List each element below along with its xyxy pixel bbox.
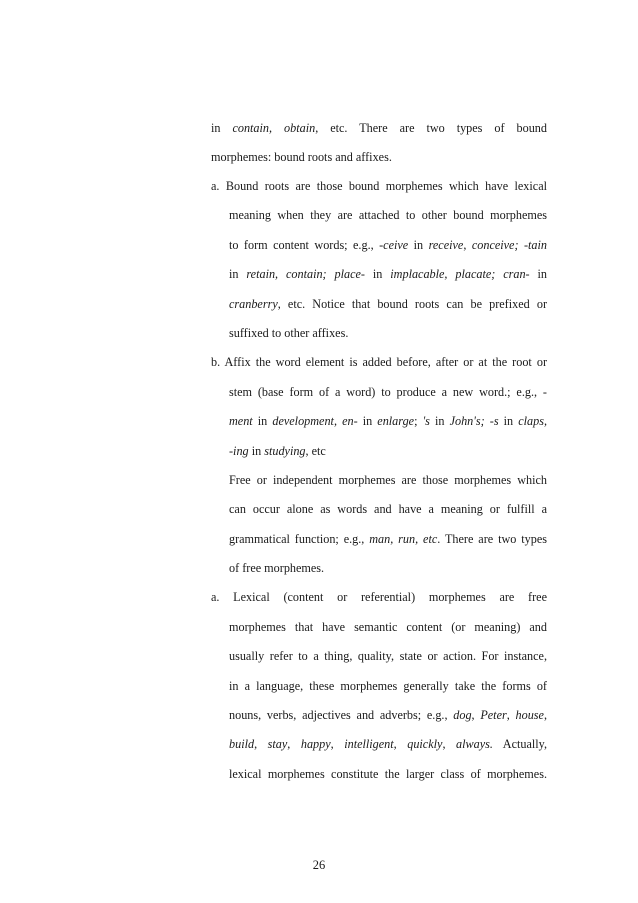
text-run: Actually, bbox=[492, 737, 547, 751]
italic-term: quickly bbox=[407, 737, 443, 751]
text-run: can occur alone as words and have a meaning or fulfill a bbox=[229, 502, 547, 516]
text-line bbox=[229, 531, 547, 547]
text-line bbox=[229, 266, 547, 282]
italic-term: conceive; -tain bbox=[471, 238, 547, 252]
text-run: , etc. There are two types of bound bbox=[315, 121, 547, 135]
page-number: 26 bbox=[312, 858, 326, 872]
text-run: to form content words; e.g., bbox=[229, 238, 380, 252]
text-line bbox=[211, 178, 547, 194]
text-run: in bbox=[529, 267, 548, 281]
italic-term: ment bbox=[229, 414, 253, 428]
text-run: b. Affix the word element is added before, after or at the root or bbox=[211, 355, 547, 369]
italic-term: receive bbox=[428, 238, 464, 252]
text-run: a. Lexical (content or referential) morphemes are free bbox=[211, 590, 547, 604]
text-line bbox=[229, 560, 324, 576]
text-line bbox=[229, 237, 547, 253]
text-run: meaning when they are attached to other bound morphemes bbox=[229, 208, 547, 222]
italic-term: dog bbox=[453, 708, 472, 722]
text-line bbox=[229, 766, 547, 782]
text-run: , bbox=[393, 737, 408, 751]
text-line bbox=[229, 443, 326, 459]
text-run: of free morphemes. bbox=[229, 561, 325, 575]
text-run: in bbox=[408, 238, 429, 252]
text-run: in a language, these morphemes generally take the forms of bbox=[229, 679, 547, 693]
italic-term: implacable, placate; cran- bbox=[390, 267, 530, 281]
text-run: , bbox=[506, 708, 516, 722]
italic-term: intelligent bbox=[344, 737, 394, 751]
text-line bbox=[229, 707, 547, 723]
text-line bbox=[229, 736, 547, 752]
text-run: in bbox=[364, 267, 391, 281]
text-run: nouns, verbs, adjectives and adverbs; e.g., bbox=[229, 708, 454, 722]
text-run: in bbox=[498, 414, 519, 428]
text-run: , etc bbox=[305, 444, 326, 458]
text-line bbox=[229, 648, 547, 664]
text-run: lexical morphemes constitute the larger class of morphemes. bbox=[229, 767, 547, 781]
italic-term: cranberry bbox=[229, 297, 278, 311]
text-line bbox=[211, 120, 547, 136]
text-run: , etc. Notice that bound roots can be prefixed or bbox=[277, 297, 547, 311]
text-line bbox=[229, 296, 547, 312]
text-run: , bbox=[330, 737, 345, 751]
text-line bbox=[229, 472, 547, 488]
text-run: , bbox=[543, 708, 547, 722]
italic-term: Peter bbox=[480, 708, 507, 722]
italic-term: -ing bbox=[229, 444, 249, 458]
text-run: a. Bound roots are those bound morphemes which have lexical bbox=[211, 179, 547, 193]
text-run: in bbox=[211, 121, 233, 135]
text-run: ; bbox=[414, 414, 423, 428]
italic-term: studying bbox=[264, 444, 306, 458]
text-run: , bbox=[463, 238, 472, 252]
text-run: stem (base form of a word) to produce a new word.; e.g., - bbox=[229, 385, 547, 399]
text-run: , bbox=[471, 708, 481, 722]
text-line bbox=[229, 413, 547, 429]
text-run: grammatical function; e.g., bbox=[229, 532, 370, 546]
text-line bbox=[229, 325, 348, 341]
text-line bbox=[211, 354, 547, 370]
text-run: in bbox=[252, 414, 273, 428]
text-line bbox=[211, 149, 392, 165]
italic-term: development, en- bbox=[272, 414, 358, 428]
italic-term: enlarge bbox=[377, 414, 415, 428]
italic-term: retain, contain; place- bbox=[246, 267, 365, 281]
text-run: morphemes that have semantic content (or meaning) and bbox=[229, 620, 547, 634]
italic-term: contain, obtain bbox=[232, 121, 316, 135]
italic-term: claps, bbox=[518, 414, 548, 428]
text-run: , bbox=[254, 737, 268, 751]
text-run: suffixed to other affixes. bbox=[229, 326, 349, 340]
text-run: , bbox=[287, 737, 301, 751]
text-run: in bbox=[429, 414, 450, 428]
text-run: in bbox=[229, 267, 247, 281]
text-line bbox=[229, 619, 547, 635]
text-line bbox=[229, 501, 547, 517]
text-run: morphemes: bound roots and affixes. bbox=[211, 150, 392, 164]
italic-term: happy bbox=[300, 737, 331, 751]
italic-term: John's; -s bbox=[449, 414, 499, 428]
text-line bbox=[229, 384, 547, 400]
italic-term: always. bbox=[456, 737, 493, 751]
text-line bbox=[229, 207, 547, 223]
italic-term: build bbox=[229, 737, 255, 751]
text-run: , bbox=[442, 737, 457, 751]
text-line bbox=[211, 589, 547, 605]
italic-term: house bbox=[515, 708, 544, 722]
text-line bbox=[229, 678, 547, 694]
text-run: . There are two types bbox=[437, 532, 547, 546]
text-run: Free or independent morphemes are those morphemes which bbox=[229, 473, 547, 487]
italic-term: stay bbox=[267, 737, 288, 751]
italic-term: man, run, etc bbox=[369, 532, 438, 546]
text-run: in bbox=[248, 444, 265, 458]
italic-term: -ceive bbox=[379, 238, 409, 252]
text-run: usually refer to a thing, quality, state or action. For instance, bbox=[229, 649, 547, 663]
italic-term: 's bbox=[422, 414, 430, 428]
text-run: in bbox=[357, 414, 378, 428]
